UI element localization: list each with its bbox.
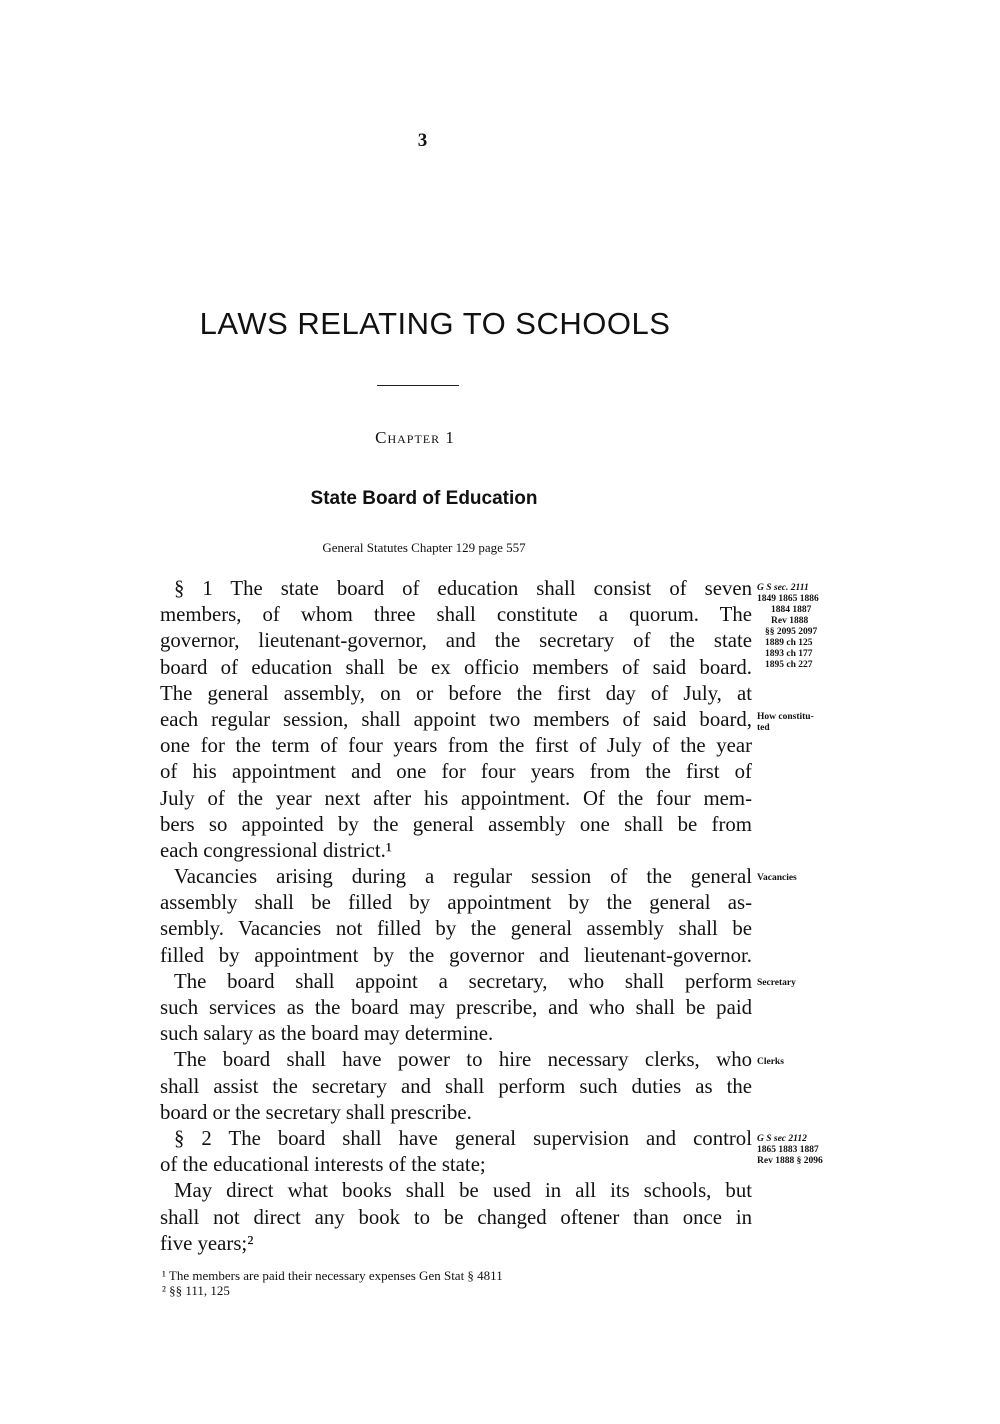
margin-note-line: 1895 ch 227: [765, 660, 813, 670]
margin-note-section-2-citations: [757, 1134, 823, 1167]
footnote: ¹ The members are paid their necessary expenses Gen Stat § 4811: [162, 1268, 503, 1283]
body-line: July of the year next after his appointment. Of the four mem-: [160, 786, 752, 810]
body-line: § 1 The state board of education shall consist of seven: [174, 577, 752, 600]
margin-note-line: 1893 ch 177: [765, 649, 813, 659]
margin-note-line: Clerks: [757, 1057, 784, 1067]
body-line: Vacancies arising during a regular session of the general: [174, 865, 752, 889]
title-divider: [377, 385, 459, 386]
statute-source-note: General Statutes Chapter 129 page 557: [322, 540, 526, 555]
footnote: ² §§ 111, 125: [162, 1283, 230, 1298]
margin-note-line: Secretary: [757, 978, 796, 988]
body-line: of the educational interests of the state;: [160, 1153, 486, 1177]
margin-note-line: 1889 ch 125: [765, 638, 813, 648]
body-line: each regular session, shall appoint two members of said board,: [160, 707, 752, 731]
margin-note-line: How constitu-: [757, 712, 814, 722]
body-line: The board shall have power to hire necessary clerks, who: [174, 1048, 752, 1072]
body-line: such salary as the board may determine.: [160, 1022, 494, 1046]
margin-note-line: ted: [757, 723, 770, 733]
margin-note-line: Rev 1888: [771, 616, 809, 626]
body-line: May direct what books shall be used in all its schools, but: [174, 1179, 752, 1203]
section-subtitle: State Board of Education: [310, 488, 538, 509]
body-line: The general assembly, on or before the first day of July, at: [160, 681, 752, 705]
statute-body: [160, 576, 752, 1257]
margin-note-line: §§ 2095 2097: [765, 627, 818, 637]
body-line: board or the secretary shall prescribe.: [160, 1100, 472, 1124]
page-number: 3: [417, 130, 428, 151]
body-line: filled by appointment by the governor and lieutenant-governor.: [160, 943, 752, 967]
body-line: such services as the board may prescribe, and who shall be paid: [160, 996, 752, 1019]
body-line: of his appointment and one for four years from the first of: [160, 760, 752, 784]
body-line: five years;²: [160, 1231, 254, 1255]
body-line: The board shall appoint a secretary, who shall perform: [174, 969, 752, 993]
body-line: sembly. Vacancies not filled by the general assembly shall be: [160, 917, 752, 941]
body-line: § 2 The board shall have general supervision and control: [174, 1126, 752, 1150]
margin-note-line: Rev 1888 § 2096: [757, 1156, 823, 1166]
margin-note-line: Vacancies: [757, 873, 797, 883]
body-line: members, of whom three shall constitute a quorum. The: [160, 603, 752, 627]
margin-note-line: G S sec 2112: [757, 1134, 807, 1144]
body-line: governor, lieutenant-governor, and the secretary of the state: [160, 629, 752, 653]
margin-note-clerks: [757, 1057, 784, 1068]
margin-note-citations: [757, 583, 819, 671]
margin-note-line: 1884 1887: [771, 605, 812, 615]
footnotes: [162, 1268, 722, 1298]
body-line: board of education shall be ex officio members of said board.: [160, 655, 752, 679]
margin-note-vacancies: [757, 873, 797, 884]
body-line: each congressional district.¹: [160, 838, 393, 862]
page-title: LAWS RELATING TO SCHOOLS: [199, 306, 671, 341]
body-line: assembly shall be filled by appointment by the general as-: [160, 891, 752, 915]
chapter-heading: Chapter 1: [375, 428, 455, 447]
body-line: shall assist the secretary and shall perform such duties as the: [160, 1074, 752, 1098]
margin-note-line: 1849 1865 1886: [757, 594, 819, 604]
body-line: one for the term of four years from the first of July of the year: [160, 734, 752, 758]
margin-note-line: G S sec. 2111: [757, 583, 809, 593]
margin-note-secretary: [757, 978, 796, 989]
margin-note-line: 1865 1883 1887: [757, 1145, 819, 1155]
margin-note-how-constituted: [757, 712, 814, 734]
body-line: shall not direct any book to be changed oftener than once in: [160, 1205, 752, 1229]
body-line: bers so appointed by the general assembly one shall be from: [160, 812, 752, 836]
